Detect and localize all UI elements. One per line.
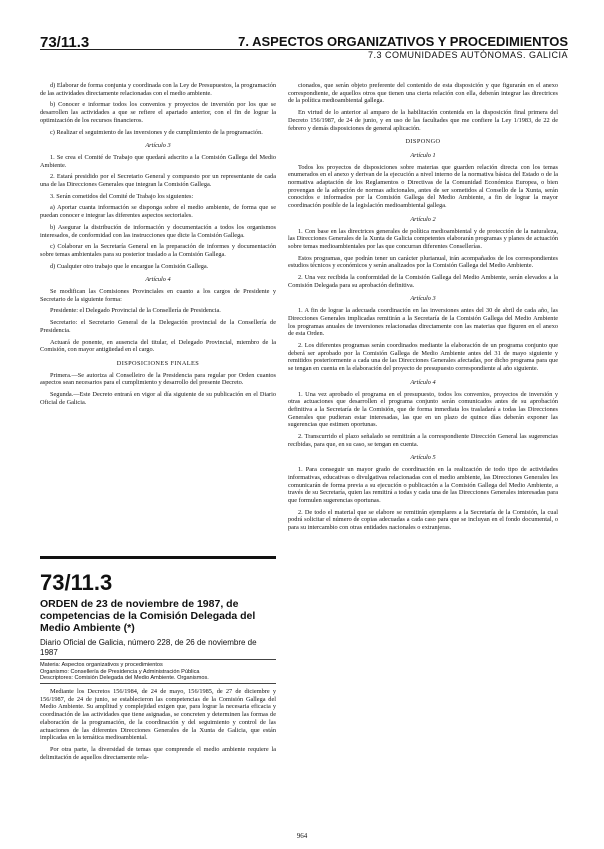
paragraph: c) Colaborar en la Secretaría General en la preparación de informes y documentación sobre temas ambientales para su posterior traslado a la Comisión Gallega. [40,243,276,258]
subchapter-title: 7.3 COMUNIDADES AUTÓNOMAS. GALICIA [367,50,568,60]
meta-line: Materia: Aspectos organizativos y procedimientos [40,662,163,668]
paragraph: Se modifican las Comisiones Provinciales en cuanto a los cargos de Presidente y Secretario de la siguiente forma: [40,288,276,303]
paragraph: 1. Se crea el Comité de Trabajo que quedará adscrito a la Comisión Gallega del Medio Ambiente. [40,153,276,169]
paragraph: d) Elaborar de forma conjunta y coordinada con la Ley de Presupuestos, la programación de las actividades directamente relacionadas con el medio ambiente. [40,82,276,97]
dispongo-heading: DISPONGO [405,138,441,146]
paragraph: 1. Una vez aprobado el programa en el presupuesto, todos los convenios, proyectos de inversión y otras actuaciones que desarrollen el programa conjunto serán comunicados antes de su aprobación definitiva a la Secretaría de la Comisión, que de forma inmediata los trasladará a todas las Direcciones Generales que pudieran estar interesadas, las que en un plazo de quince días deberán exponer las sugerencias que estimen oportunas. [288,390,558,429]
meta-rule-bottom [40,683,276,684]
paragraph: b) Asegurar la distribución de información y documentación a todos los organismos interesados, de conformidad con las instrucciones que dicte la Comisión Gallega. [40,223,276,239]
final-provisions-heading: DISPOSICIONES FINALES [116,359,200,367]
article-heading: Artículo 1 [410,151,436,159]
paragraph: c) Realizar el seguimiento de las inversiones y de cumplimiento de la programación. [50,128,263,136]
paragraph: Primera.—Se autoriza al Conselleiro de la Presidencia para regular por Orden cuantos aspectos sean necesarios para el cumplimiento y desarrollo del presente Decreto. [40,371,276,387]
paragraph: 2. Estará presidido por el Secretario General y compuesto por un representante de cada una de las Direcciones Generales que integran la Comisión Gallega. [40,173,276,189]
paragraph: 2. Una vez recibida la conformidad de la Comisión Gallega del Medio Ambiente, serán elevados a la Comisión Delegada para su aprobación definitiva. [288,274,558,289]
order-intro [40,688,276,765]
paragraph: Segunda.—Este Decreto entrará en vigor al día siguiente de su publicación en el Diario Oficial de Galicia. [40,391,276,406]
order-title: ORDEN de 23 de noviembre de 1987, de competencias de la Comisión Delegada del Medio Ambiente (*) [40,598,256,634]
paragraph: 1. Con base en las directrices generales de política medioambiental y de protección de la naturaleza, las Direcciones Generales de la Xunta de Galicia competentes elaborarán programas y planes de actuación sobre temas medioambientales por las que concurran diferentes Consellerías. [288,227,558,250]
article-heading: Artículo 3 [410,295,436,303]
paragraph: cionados, que serán objeto preferente del contenido de esta disposición y que figurarán en el anexo correspondiente, de aquellos otros que tienen una cierta relación con ella, deberán integrar las directrices de la política medioambiental gallega. [288,82,558,105]
paragraph: 1. Para conseguir un mayor grado de coordinación en la realización de todo tipo de actividades informativas, educativas o divulgativas relacionadas con el medio ambiente, las Direcciones Generales les comunicarán de forma previa a su ejecución o publicación a la Comisión Gallega del Medio Ambiente, a través de su Secretaría, quien las remitirá a todas y cada una de las Direcciones Generales interesadas para que formulen sugerencias oportunas. [288,466,558,504]
paragraph: Secretario: el Secretario General de la Delegación provincial de la Consellería de Presidencia. [40,319,276,334]
chapter-title: 7. ASPECTOS ORGANIZATIVOS Y PROCEDIMIENTOS [238,34,568,49]
article-heading: Artículo 4 [410,378,436,386]
paragraph: 2. Los diferentes programas serán coordinados mediante la elaboración de un programa conjunto que deberá ser aprobado por la Comisión Gallega de Medio Ambiente antes del 31 de mayo siguiente y remitidos posteriormente a cada una de las Direcciones Generales afectadas, por dicho programa para que se tengan en cuenta en la elaboración del proyecto de presupuesto correspondiente al año siguiente. [288,341,558,373]
paragraph: Mediante los Decretos 156/1984, de 24 de mayo, 156/1985, de 27 de diciembre y 156/1987, de 24 de junio, se establecieron las competencias de la Comisión Gallega del Medio Ambiente. Su amplitud y complejidad exigen que, para lograr la necesaria eficacia y coordinación de las actividades que tiene asignadas, se concreten y determinen las formas de elaboración de la programación, de la coordinación y del seguimiento y control de las actuaciones de las diferentes Direcciones Generales de la Xunta de Galicia, que están implicadas en la temática medioambiental. [40,688,276,742]
section-divider [40,556,276,559]
paragraph: d) Cualquier otro trabajo que le encargue la Comisión Gallega. [50,262,209,270]
page-number: 964 [296,832,308,840]
paragraph: b) Conocer e informar todos los convenios y proyectos de inversión por los que se desarrollen las actividades a que se refiere el apartado anterior, con el fin de lograr la optimización de los recursos financieros. [40,101,276,124]
paragraph: Todos los proyectos de disposiciones sobre materias que guarden relación directa con los temas enumerados en el anexo y derivan de la ejecución a nivel interno de la normativa básica del Estado o de la normativa adaptación de los Reglamentos o Directivas de la Comunidad Económica Europea, o bien provengan de la adopción de normas adicionales, antes de ser sometidos al Consello de la Xunta, serán conocidos e informados por la Comisión Gallega del Medio Ambiente, a fin de lograr la mayor coordinación posible de la legislación medioambiental gallega. [288,163,558,210]
left-column [40,82,276,411]
paragraph: Por otra parte, la diversidad de temas que comprende el medio ambiente requiere la delimitación de aquellos directamente rela- [40,745,276,761]
order-section-id: 73/11.3 [40,570,113,595]
paragraph: Presidente: el Delegado Provincial de la Consellería de Presidencia. [50,307,221,315]
right-column [288,82,558,536]
paragraph: 2. De todo el material que se elabore se remitirán ejemplares a la Secretaría de la Comisión, la cual podrá solicitar el número de copias adecuadas a cada caso para que se incluyan en el fondo documental, o para su intercambio con otras entidades nacionales o extranjeras. [288,508,558,532]
article-heading: Artículo 2 [410,215,436,223]
article-heading: Artículo 3 [145,142,171,150]
meta-line: Organismo: Consellería de Presidencia y Administración Pública [40,668,200,675]
meta-rule-top [40,659,276,660]
paragraph: 2. Transcurrido el plazo señalado se remitirán a la correspondiente Dirección General las sugerencias recibidas, para que, en su caso, se tengan en cuenta. [288,433,558,448]
article-heading: Artículo 4 [145,276,171,284]
paragraph: Actuará de ponente, en ausencia del titular, el Delegado Provincial, miembro de la Comisión, con mayor antigüedad en el cargo. [40,338,276,354]
paragraph: a) Aportar cuanta información se disponga sobre el medio ambiente, de forma que se puedan conocer e integrar las diferentes aspectos sectoriales. [40,204,276,220]
metadata-block [40,662,276,682]
article-heading: Artículo 5 [410,454,436,462]
paragraph: 3. Serán cometidos del Comité de Trabajo los siguientes: [50,192,194,200]
order-source: Diario Oficial de Galicia, número 228, de 26 de noviembre de 1987 [40,638,257,657]
meta-line: Descriptores: Comisión Delegada del Medio Ambiente. Organismos. [40,675,209,682]
paragraph: Estos programas, que podrán tener un carácter plurianual, irán acompañados de los correspondientes estudios técnicos y económicos y serán analizados por la Comisión Gallega del Medio Ambiente. [288,254,558,270]
section-id: 73/11.3 [40,34,90,51]
paragraph: En virtud de lo anterior al amparo de la habilitación contenida en la disposición final primera del Decreto 156/1987, de 24 de junio, y en uso de las facultades que me confiere la Ley 1/1983, de 22 de febrero y demás disposiciones de general aplicación. [288,109,558,132]
paragraph: 1. A fin de lograr la adecuada coordinación en las inversiones antes del 30 de abril de cada año, las Direcciones Generales implicadas remitirán a la Secretaría de la Comisión Gallega del Medio Ambiente los programas anuales de inversiones relacionadas directamente con las materias que figuren en el anexo de esta Orden. [288,307,558,338]
